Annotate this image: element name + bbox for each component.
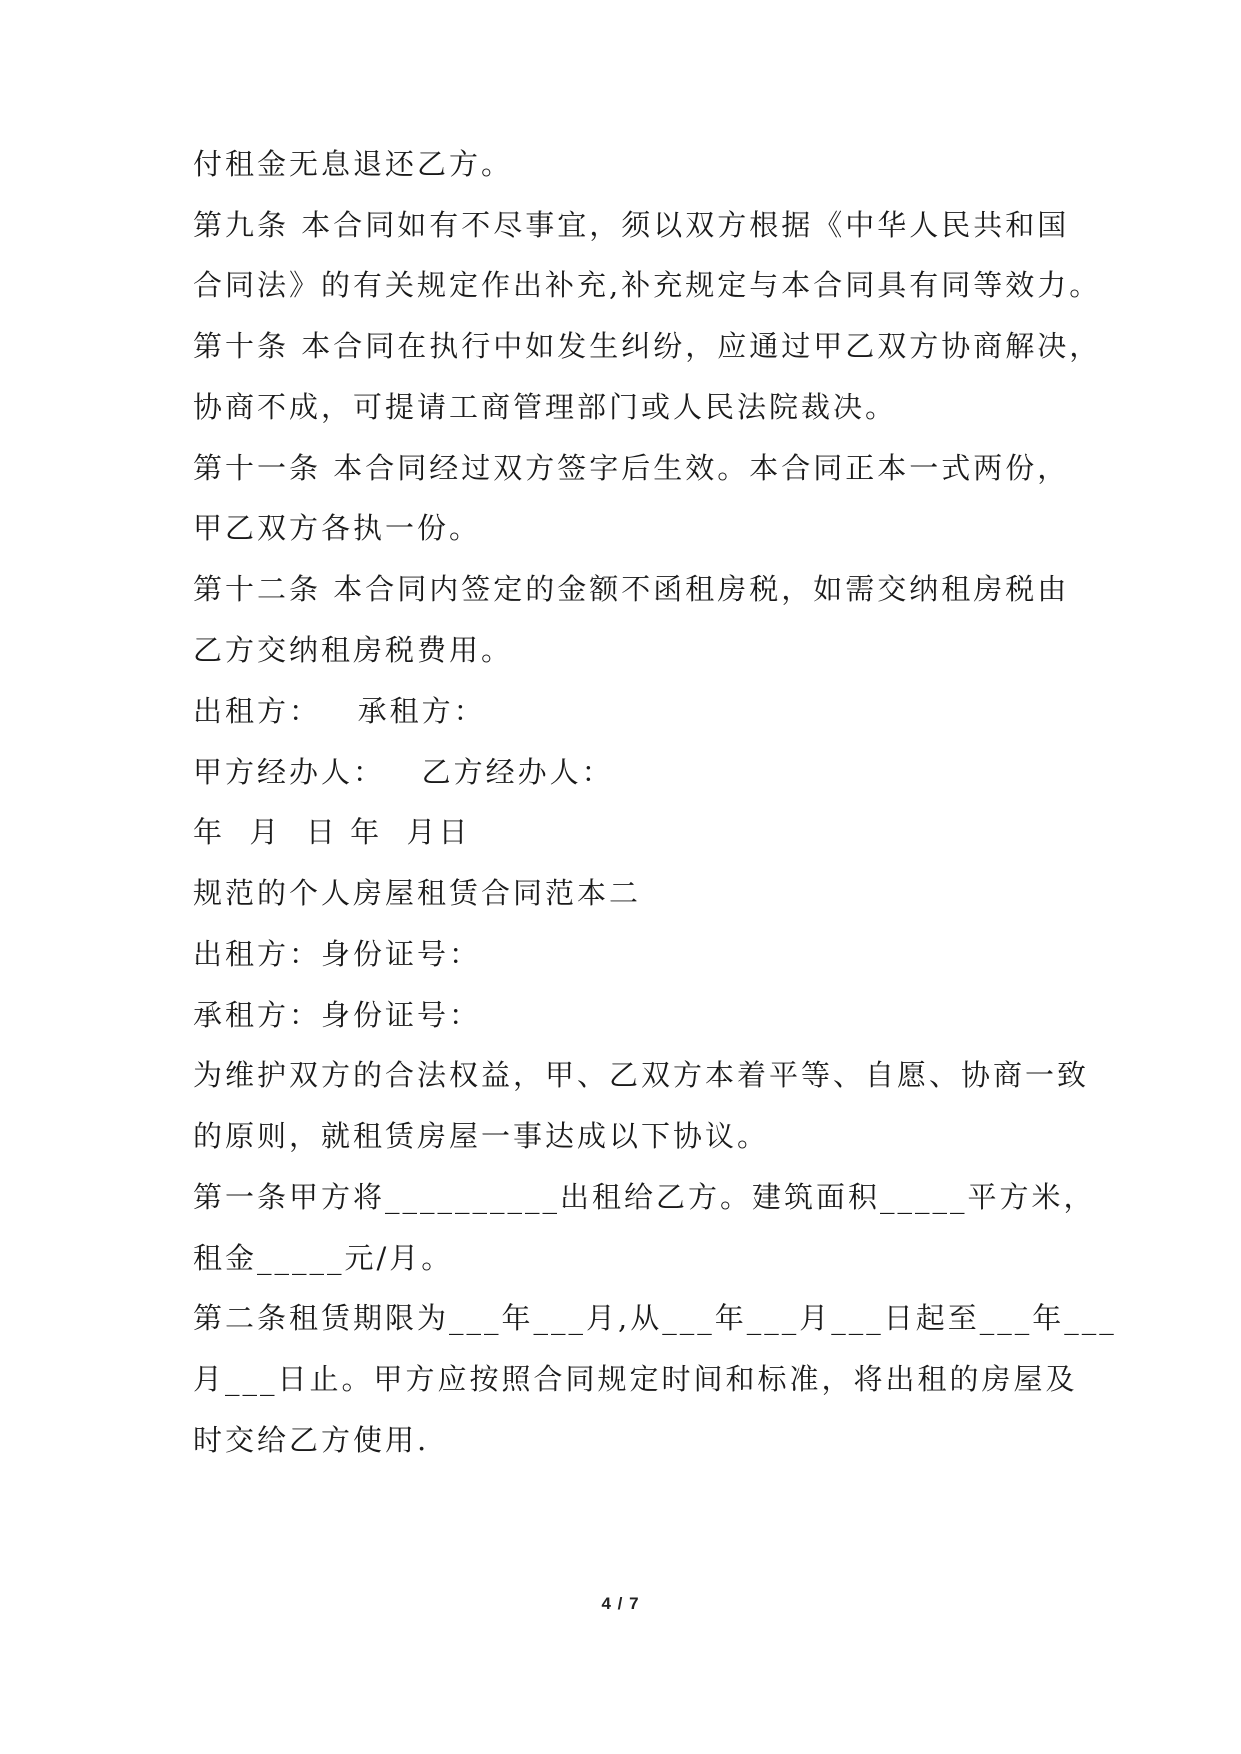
text-line: 的原则，就租赁房屋一事达成以下协议。 [193,1119,770,1153]
text-line: 月___日止。甲方应按照合同规定时间和标准，将出租的房屋及 [193,1362,1078,1396]
text-line: 第二条租赁期限为___年___月,从___年___月___日起至___年___ [193,1301,1117,1335]
text-line: 承租方：身份证号： [193,998,482,1032]
text-line: 租金_____元/月。 [193,1241,454,1275]
signature-line-agents: 甲方经办人： 乙方经办人： [193,755,614,789]
text-line: 为维护双方的合法权益，甲、乙双方本着平等、自愿、协商一致 [193,1058,1090,1092]
page-number: 4 / 7 [601,1594,640,1613]
text-line: 出租方：身份证号： [193,937,482,971]
text-line: 第十二条 本合同内签定的金额不函租房税，如需交纳租房税由 [193,572,1070,606]
text-line: 第一条甲方将__________出租给乙方。建筑面积_____平方米， [193,1180,1096,1214]
text-line: 乙方交纳租房税费用。 [193,633,514,667]
text-line: 第十一条 本合同经过双方签字后生效。本合同正本一式两份， [193,451,1070,485]
text-line: 第十条 本合同在执行中如发生纠纷，应通过甲乙双方协商解决， [193,329,1102,363]
text-line: 时交给乙方使用. [193,1423,430,1457]
text-line: 甲乙双方各执一份。 [193,511,482,545]
text-line: 合同法》的有关规定作出补充,补充规定与本合同具有同等效力。 [193,268,1102,302]
text-line: 协商不成，可提请工商管理部门或人民法院裁决。 [193,390,898,424]
text-line: 付租金无息退还乙方。 [193,147,514,181]
text-line: 第九条 本合同如有不尽事宜，须以双方根据《中华人民共和国 [193,208,1070,242]
signature-line-parties: 出租方： 承租方： [193,694,486,728]
signature-line-date: 年 月 日 年 月日 [193,815,471,849]
section-title: 规范的个人房屋租赁合同范本二 [193,876,642,910]
